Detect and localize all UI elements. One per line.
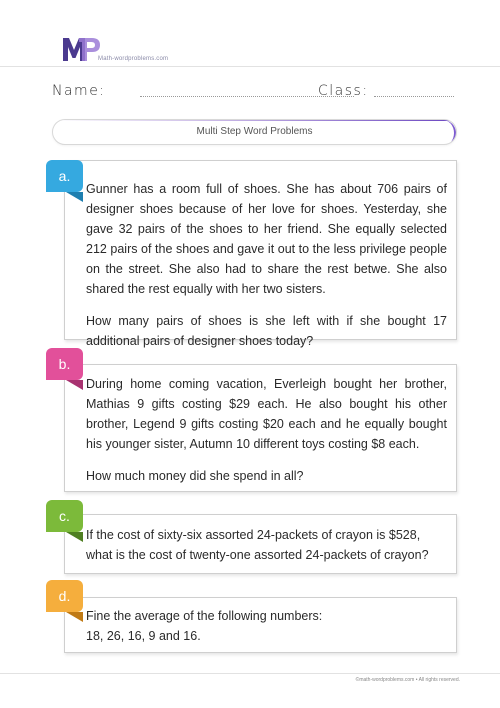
- footer-divider: [0, 673, 500, 674]
- question-c-text: If the cost of sixty-six assorted 24-packets of crayon is $528, what is the cost of twenty-one assorted 24-packets of crayon?: [86, 528, 429, 562]
- question-a-badge: [46, 160, 83, 192]
- question-b-prompt: How much money did she spend in all?: [86, 469, 304, 483]
- question-a-prompt: How many pairs of shoes is she left with if she bought 17 additional pairs of designer shoes today?: [86, 314, 447, 348]
- class-label: Class:: [318, 83, 369, 99]
- question-b-badge: [46, 348, 83, 380]
- question-b-text: During home coming vacation, Everleigh bought her brother, Mathias 9 gifts costing $29 each. He also bought his other brother, Legend 9 gifts costing $20 each and he equally bought his younger sister, Autumn 10 different toys costing $8 each.: [86, 377, 447, 451]
- name-class-row: [52, 83, 452, 105]
- question-box-b: [64, 364, 457, 492]
- question-d-text: Fine the average of the following numbers: 18, 26, 16, 9 and 16.: [86, 609, 323, 643]
- question-box-a: [64, 160, 457, 348]
- question-c-badge: [46, 500, 83, 532]
- footer-copyright: ©math-wordproblems.com • All rights reserved.: [355, 677, 460, 683]
- badge-fold-icon: [66, 380, 83, 390]
- worksheet-title-bar: [52, 119, 457, 145]
- question-a-text: Gunner has a room full of shoes. She has about 706 pairs of designer shoes because of her love for shoes. Yesterday, she gave 32 pairs of the shoes to her friend. She equally selected 212 pairs of the shoes and gave it out to the less privilege people on the street. She also had to share the rest betwe. She also shared the rest equally with her two sisters.: [86, 182, 447, 296]
- question-a-letter: a.: [58, 168, 71, 184]
- question-box-c: [64, 514, 457, 574]
- badge-fold-icon: [66, 192, 83, 202]
- class-blank-line[interactable]: [374, 96, 454, 97]
- question-d-badge: [46, 580, 83, 612]
- question-b-letter: b.: [58, 356, 71, 372]
- question-d-letter: d.: [58, 588, 71, 604]
- site-logo-icon: [62, 36, 102, 62]
- question-c-letter: c.: [59, 508, 70, 524]
- name-label: Name:: [52, 83, 106, 99]
- badge-fold-icon: [66, 612, 83, 622]
- header-divider: [0, 66, 500, 67]
- question-box-d: [64, 597, 457, 653]
- badge-fold-icon: [66, 532, 83, 542]
- site-logo-text: Math-wordproblems.com: [98, 56, 169, 62]
- worksheet-title: Multi Step Word Problems: [196, 126, 313, 137]
